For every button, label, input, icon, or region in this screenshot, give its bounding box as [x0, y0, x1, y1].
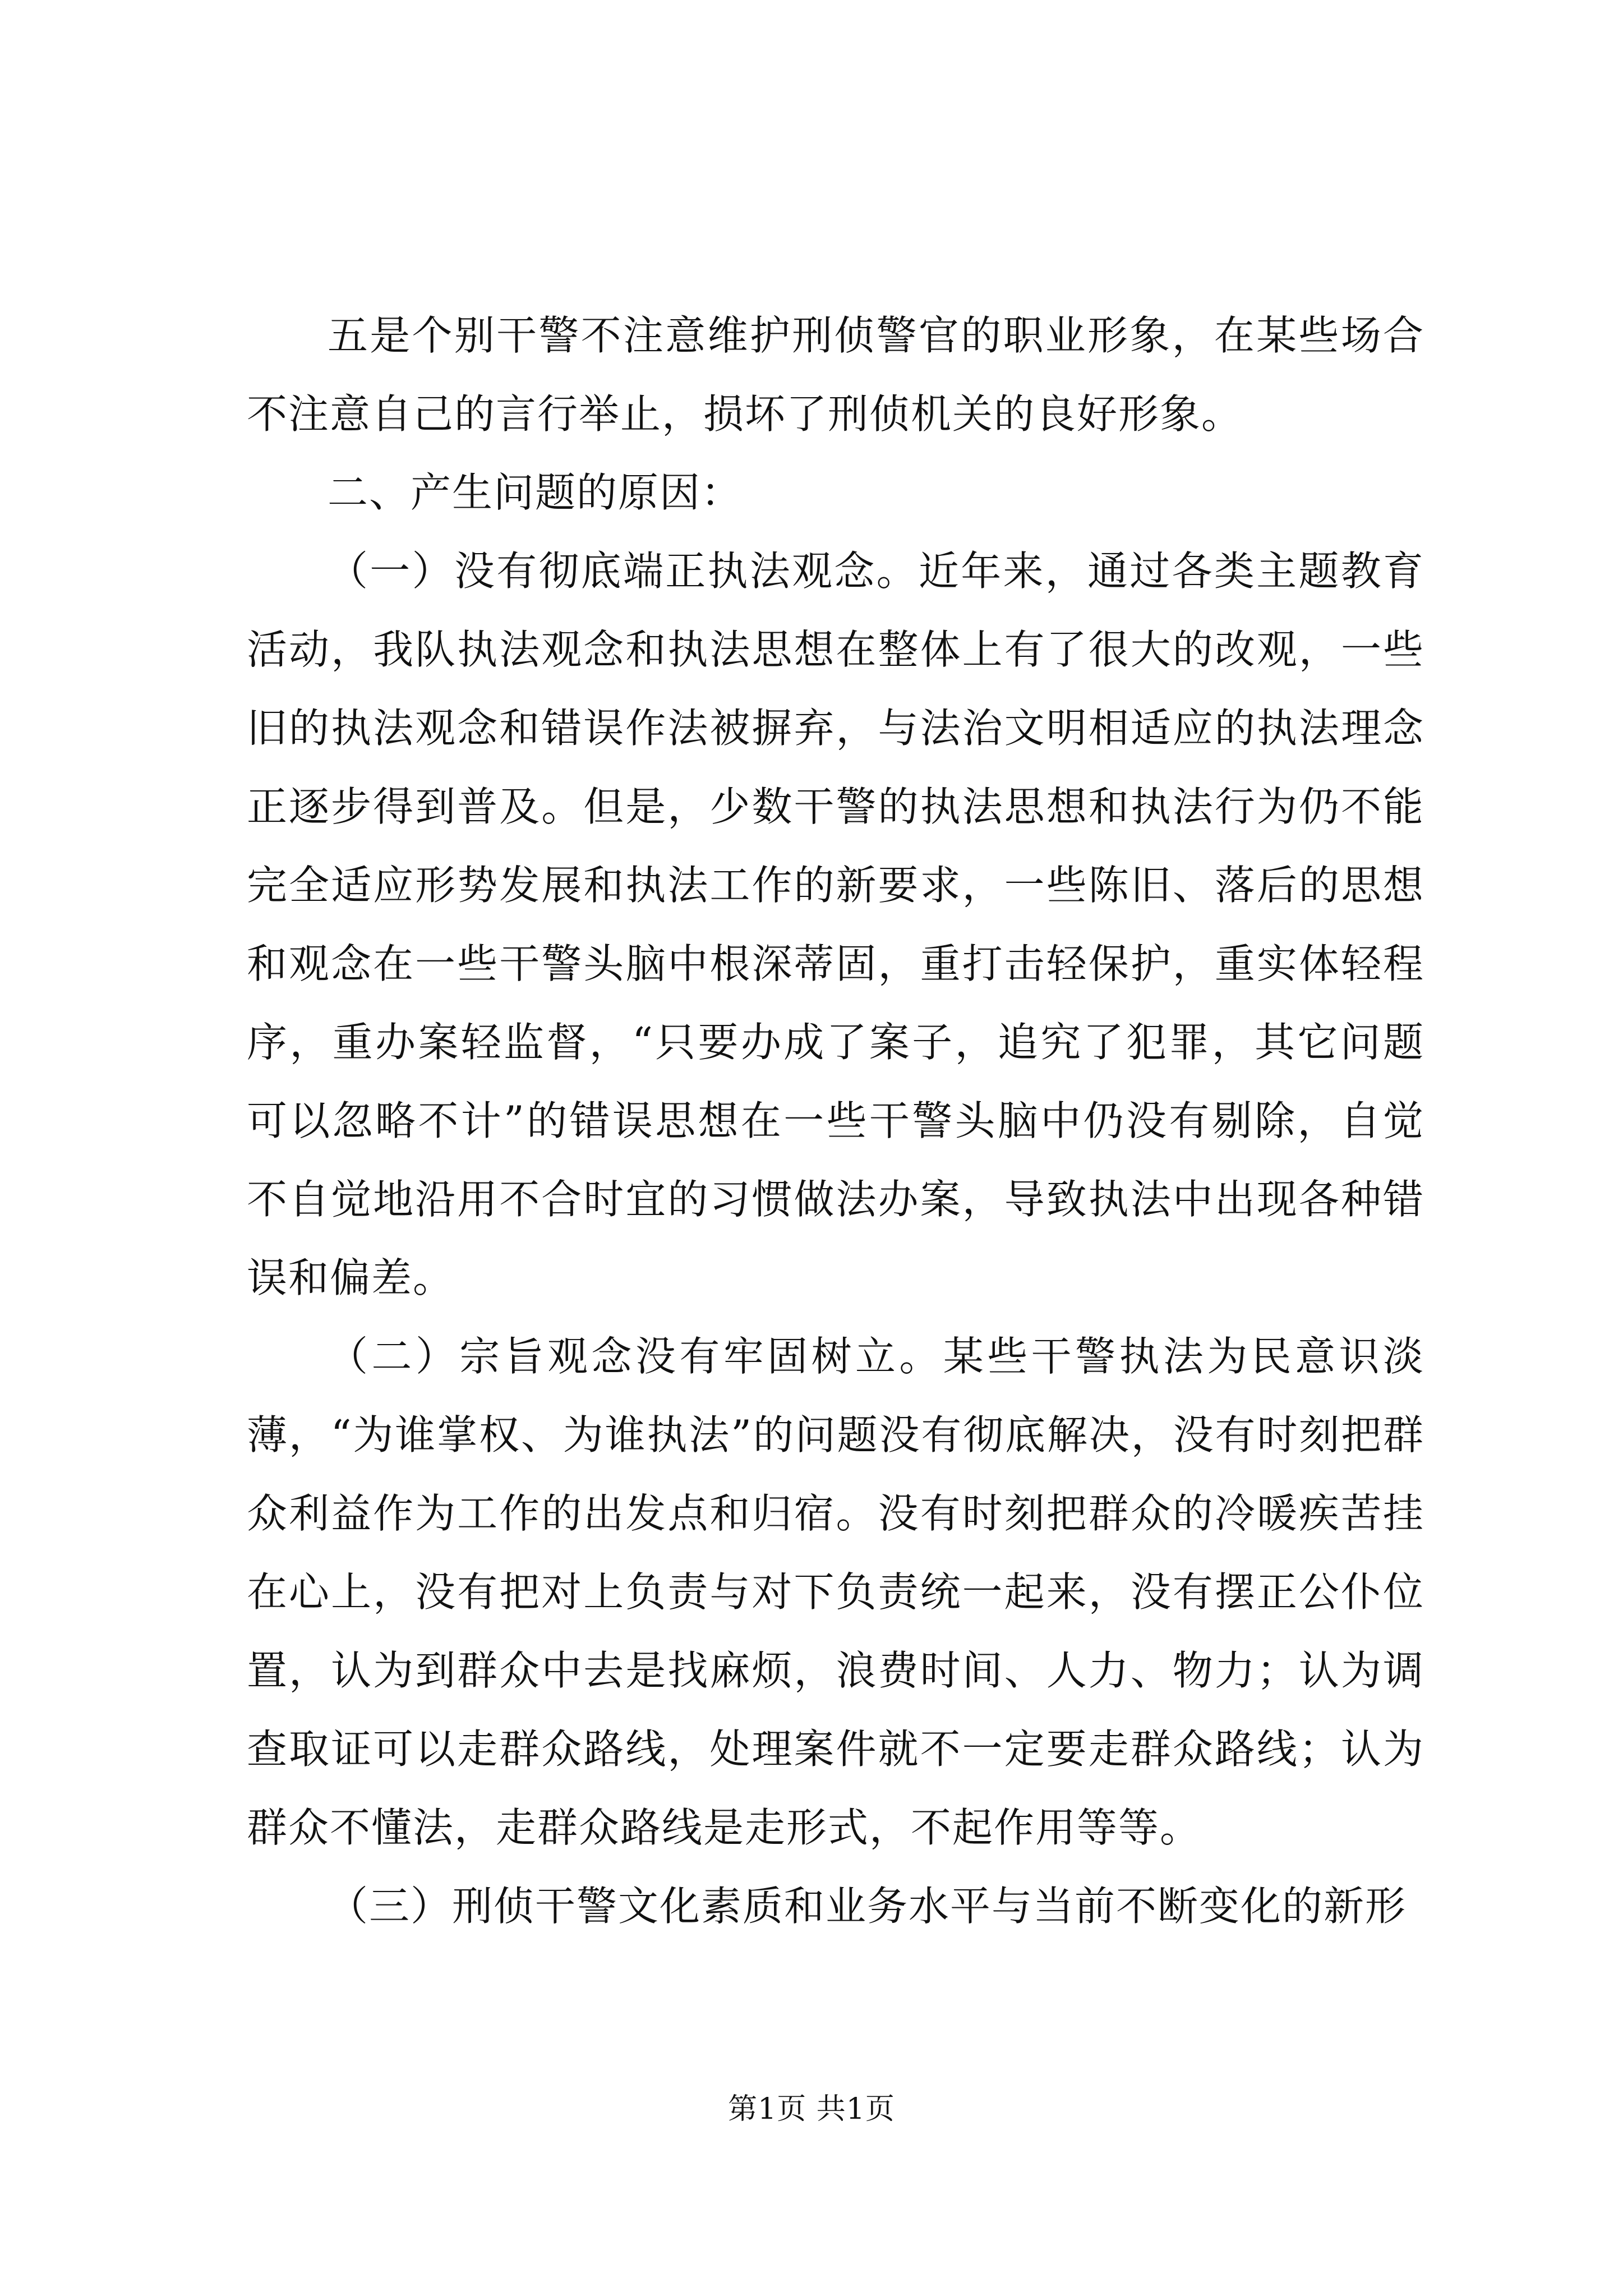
page-footer: 第1页 共1页: [728, 2092, 895, 2126]
section-heading-causes: 二、产生问题的原因：: [328, 469, 743, 516]
paragraph-point-five: 五是个别干警不注意维护刑侦警官的职业形象，在某些场合不注意自己的言行举止，损坏了刑侦机关的良好形象。: [247, 312, 1424, 438]
document-body: [247, 296, 1424, 1945]
paragraph-cause-one: （一）没有彻底端正执法观念。近年来，通过各类主题教育活动，我队执法观念和执法思想在整体上有了很大的改观，一些旧的执法观念和错误作法被摒弃，与法治文明相适应的执法理念正逐步得到普及。但是，少数干警的执法思想和执法行为仍不能完全适应形势发展和执法工作的新要求，一些陈旧、落后的思想和观念在一些干警头脑中根深蒂固，重打击轻保护，重实体轻程序，重办案轻监督，“只要办成了案子，追究了犯罪，其它问题可以忽略不计”的错误思想在一些干警头脑中仍没有剔除，自觉不自觉地沿用不合时宜的习惯做法办案，导致执法中出现各种错误和偏差。: [247, 547, 1424, 1301]
paragraph-cause-three: （三）刑侦干警文化素质和业务水平与当前不断变化的新形: [328, 1883, 1407, 1930]
paragraph-cause-two: （二）宗旨观念没有牢固树立。某些干警执法为民意识淡薄，“为谁掌权、为谁执法”的问题没有彻底解决，没有时刻把群众利益作为工作的出发点和归宿。没有时刻把群众的冷暖疾苦挂在心上，没有把对上负责与对下负责统一起来，没有摆正公仆位置，认为到群众中去是找麻烦，浪费时间、人力、物力；认为调查取证可以走群众路线，处理案件就不一定要走群众路线；认为群众不懂法，走群众路线是走形式，不起作用等等。: [247, 1333, 1424, 1851]
